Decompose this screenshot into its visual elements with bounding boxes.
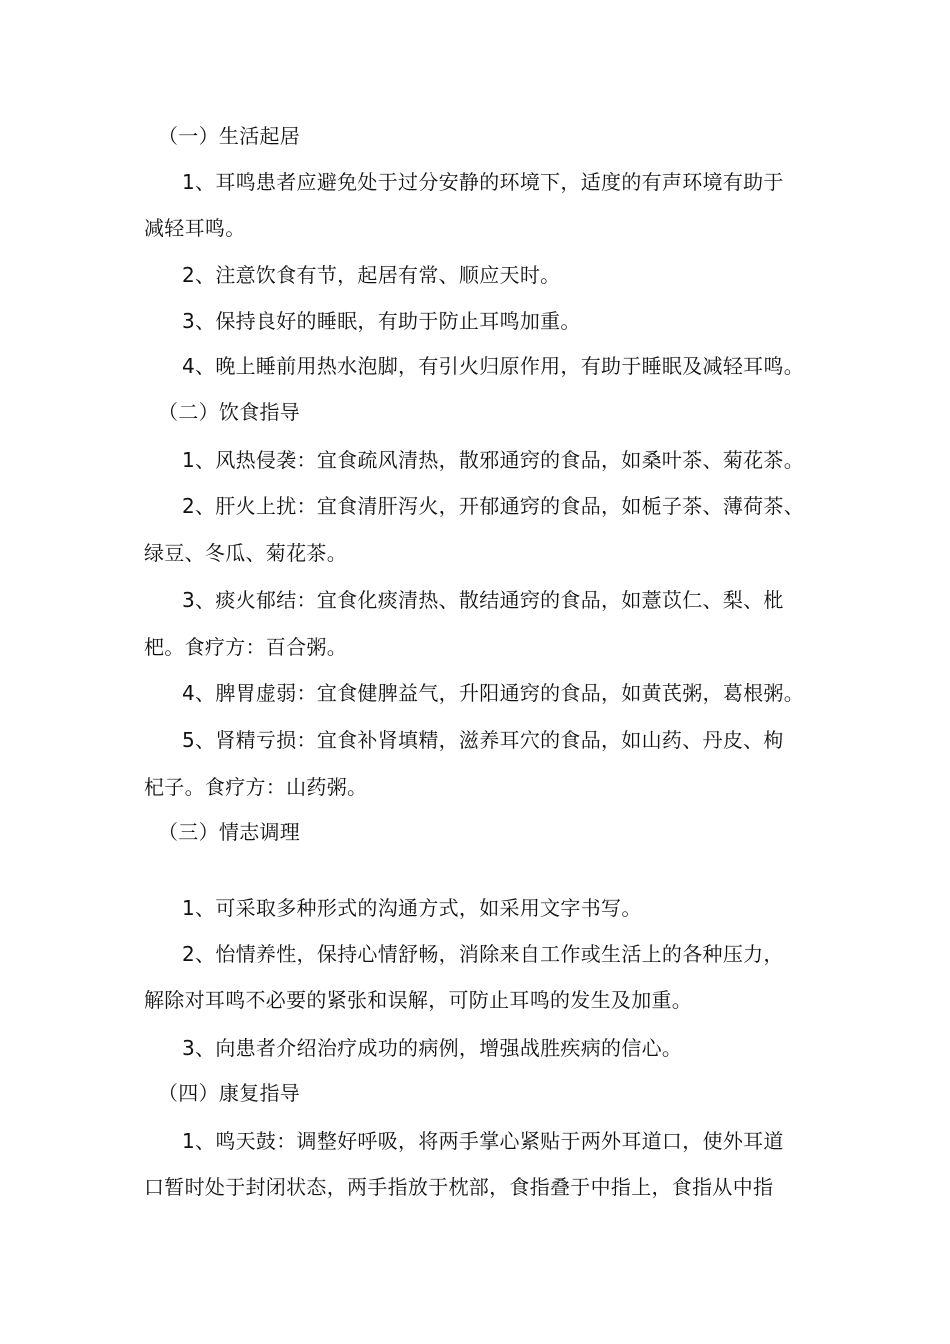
paragraph-line: 1、鸣天鼓：调整好呼吸，将两手掌心紧贴于两外耳道口，使外耳道 — [182, 1129, 784, 1153]
section-heading-diet: （二）饮食指导 — [158, 400, 301, 424]
paragraph-line: 1、耳鸣患者应避免处于过分安静的环境下，适度的有声环境有助于 — [182, 170, 784, 194]
paragraph-line: 口暂时处于封闭状态，两手指放于枕部，食指叠于中指上，食指从中指 — [144, 1175, 774, 1199]
paragraph-line: 1、可采取多种形式的沟通方式，如采用文字书写。 — [182, 896, 642, 920]
paragraph-line: 绿豆、冬瓜、菊花茶。 — [144, 541, 347, 565]
paragraph-line: 解除对耳鸣不必要的紧张和误解，可防止耳鸣的发生及加重。 — [144, 988, 693, 1012]
paragraph-line: 4、晚上睡前用热水泡脚，有引火归原作用，有助于睡眠及减轻耳鸣。 — [182, 354, 805, 378]
paragraph-line: 减轻耳鸣。 — [144, 216, 246, 240]
paragraph-line: 2、肝火上扰：宜食清肝泻火，开郁通窍的食品，如栀子茶、薄荷茶、 — [182, 494, 805, 518]
section-heading-rehab: （四）康复指导 — [158, 1081, 301, 1105]
paragraph-line: 3、向患者介绍治疗成功的病例，增强战胜疾病的信心。 — [182, 1036, 683, 1060]
paragraph-line: 杞子。食疗方：山药粥。 — [144, 775, 368, 799]
paragraph-line: 5、肾精亏损：宜食补肾填精，滋养耳穴的食品，如山药、丹皮、枸 — [182, 728, 784, 752]
paragraph-line: 2、注意饮食有节，起居有常、顺应天时。 — [182, 263, 561, 287]
paragraph-line: 3、保持良好的睡眠，有助于防止耳鸣加重。 — [182, 309, 581, 333]
section-heading-living: （一）生活起居 — [158, 124, 301, 148]
paragraph-line: 1、风热侵袭：宜食疏风清热，散邪通窍的食品，如桑叶茶、菊花茶。 — [182, 448, 805, 472]
section-heading-emotion: （三）情志调理 — [158, 820, 301, 844]
paragraph-line: 4、脾胃虚弱：宜食健脾益气，升阳通窍的食品，如黄芪粥，葛根粥。 — [182, 681, 805, 705]
paragraph-line: 2、怡情养性，保持心情舒畅，消除来自工作或生活上的各种压力， — [182, 942, 784, 966]
paragraph-line: 杷。食疗方：百合粥。 — [144, 635, 347, 659]
paragraph-line: 3、痰火郁结：宜食化痰清热、散结通窍的食品，如薏苡仁、梨、枇 — [182, 588, 784, 612]
